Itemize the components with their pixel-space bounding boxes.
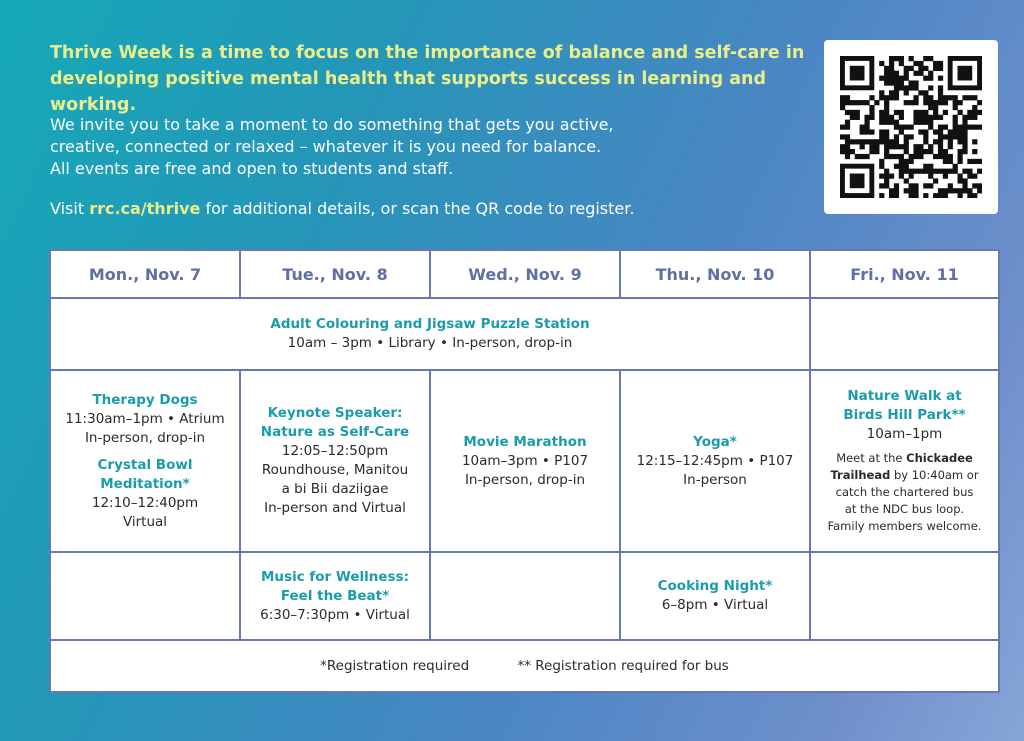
visit-suffix: for additional details, or scan the QR code to register. bbox=[200, 199, 635, 218]
intro-headline-line1: Thrive Week is a time to focus on the importance of balance and self-care in bbox=[50, 43, 805, 63]
day-header-fri: Fri., Nov. 11 bbox=[810, 250, 999, 298]
note-bold: Trailhead bbox=[830, 468, 891, 482]
schedule-table bbox=[49, 249, 1000, 693]
event-title: Feel the Beat* bbox=[280, 587, 390, 604]
visit-prefix: Visit bbox=[50, 199, 90, 218]
schedule-row-allweek bbox=[50, 298, 999, 370]
event-details: Roundhouse, Manitou bbox=[261, 462, 409, 478]
event-details: 12:05–12:50pm bbox=[281, 443, 389, 459]
event-title: Movie Marathon bbox=[463, 433, 587, 450]
event-details: In-person, drop-in bbox=[84, 429, 206, 446]
event-title: Therapy Dogs bbox=[92, 391, 198, 408]
event-details: 10am – 3pm • Library • In-person, drop-in bbox=[287, 335, 573, 351]
empty-cell bbox=[50, 552, 240, 640]
event-title: Birds Hill Park** bbox=[843, 407, 966, 423]
schedule-row-daytime bbox=[50, 370, 999, 552]
cell-thu-daytime bbox=[620, 370, 810, 552]
event-details: 6–8pm • Virtual bbox=[661, 597, 769, 613]
event-details: 6:30–7:30pm • Virtual bbox=[260, 606, 410, 623]
day-header-row bbox=[50, 250, 999, 298]
note-text: Meet at the bbox=[836, 451, 907, 465]
note-bold: Chickadee bbox=[906, 451, 973, 465]
note-text: catch the chartered bus bbox=[835, 485, 974, 499]
cell-tue-daytime bbox=[240, 370, 430, 552]
event-title: Yoga* bbox=[693, 433, 737, 450]
footnote-bus: ** Registration required for bus bbox=[517, 657, 729, 674]
day-header-wed: Wed., Nov. 9 bbox=[430, 250, 620, 298]
note-text: at the NDC bus loop. bbox=[844, 502, 965, 516]
event-details: 12:10–12:40pm bbox=[91, 494, 199, 511]
event-details: 11:30am–1pm • Atrium bbox=[65, 410, 225, 427]
cell-mon-daytime bbox=[50, 370, 240, 552]
day-header-thu: Thu., Nov. 10 bbox=[620, 250, 810, 298]
event-note bbox=[817, 450, 992, 535]
thrive-link[interactable]: rrc.ca/thrive bbox=[89, 199, 201, 218]
qr-code bbox=[824, 40, 998, 214]
cell-fri-daytime bbox=[810, 370, 999, 552]
intro-body-line2: creative, connected or relaxed – whatever it is you need for balance. bbox=[50, 137, 602, 156]
intro-body-line1: We invite you to take a moment to do something that gets you active, bbox=[50, 115, 614, 134]
event-title: Meditation* bbox=[100, 475, 190, 492]
empty-cell bbox=[810, 298, 999, 370]
empty-cell bbox=[430, 552, 620, 640]
event-title: Crystal Bowl bbox=[97, 456, 193, 473]
empty-cell bbox=[810, 552, 999, 640]
intro-body bbox=[50, 114, 770, 180]
cell-thu-evening bbox=[620, 552, 810, 640]
day-header-mon: Mon., Nov. 7 bbox=[50, 250, 240, 298]
cell-tue-evening bbox=[240, 552, 430, 640]
event-details: a bi Bii daziigae bbox=[281, 481, 389, 497]
note-text: Family members welcome. bbox=[827, 519, 982, 533]
note-text: by 10:40am or bbox=[890, 468, 979, 482]
intro-headline bbox=[50, 40, 820, 118]
event-details: 12:15–12:45pm • P107 bbox=[636, 452, 794, 469]
footnote-registration: *Registration required bbox=[320, 657, 470, 674]
footnotes-row bbox=[50, 640, 999, 692]
cell-wed-daytime bbox=[430, 370, 620, 552]
event-colouring-station bbox=[50, 298, 810, 370]
visit-line bbox=[50, 198, 770, 220]
event-details: 10am–3pm • P107 bbox=[461, 452, 589, 469]
event-title: Adult Colouring and Jigsaw Puzzle Station bbox=[270, 316, 590, 332]
event-details: In-person and Virtual bbox=[264, 500, 406, 516]
event-details: Virtual bbox=[122, 513, 168, 530]
event-title: Music for Wellness: bbox=[261, 568, 409, 585]
event-title: Keynote Speaker: bbox=[267, 405, 403, 421]
intro-headline-line2: developing positive mental health that supports success in learning and working. bbox=[50, 69, 767, 115]
footnotes bbox=[50, 640, 999, 692]
event-details: In-person bbox=[683, 471, 747, 488]
event-details: In-person, drop-in bbox=[464, 471, 586, 488]
intro-body-line3: All events are free and open to students and staff. bbox=[50, 159, 454, 178]
event-details: 10am–1pm bbox=[866, 426, 943, 442]
event-title: Nature as Self-Care bbox=[260, 424, 410, 440]
event-title: Nature Walk at bbox=[847, 388, 962, 404]
day-header-tue: Tue., Nov. 8 bbox=[240, 250, 430, 298]
event-title: Cooking Night* bbox=[657, 578, 773, 594]
schedule-row-evening bbox=[50, 552, 999, 640]
qr-code-icon bbox=[840, 56, 982, 198]
